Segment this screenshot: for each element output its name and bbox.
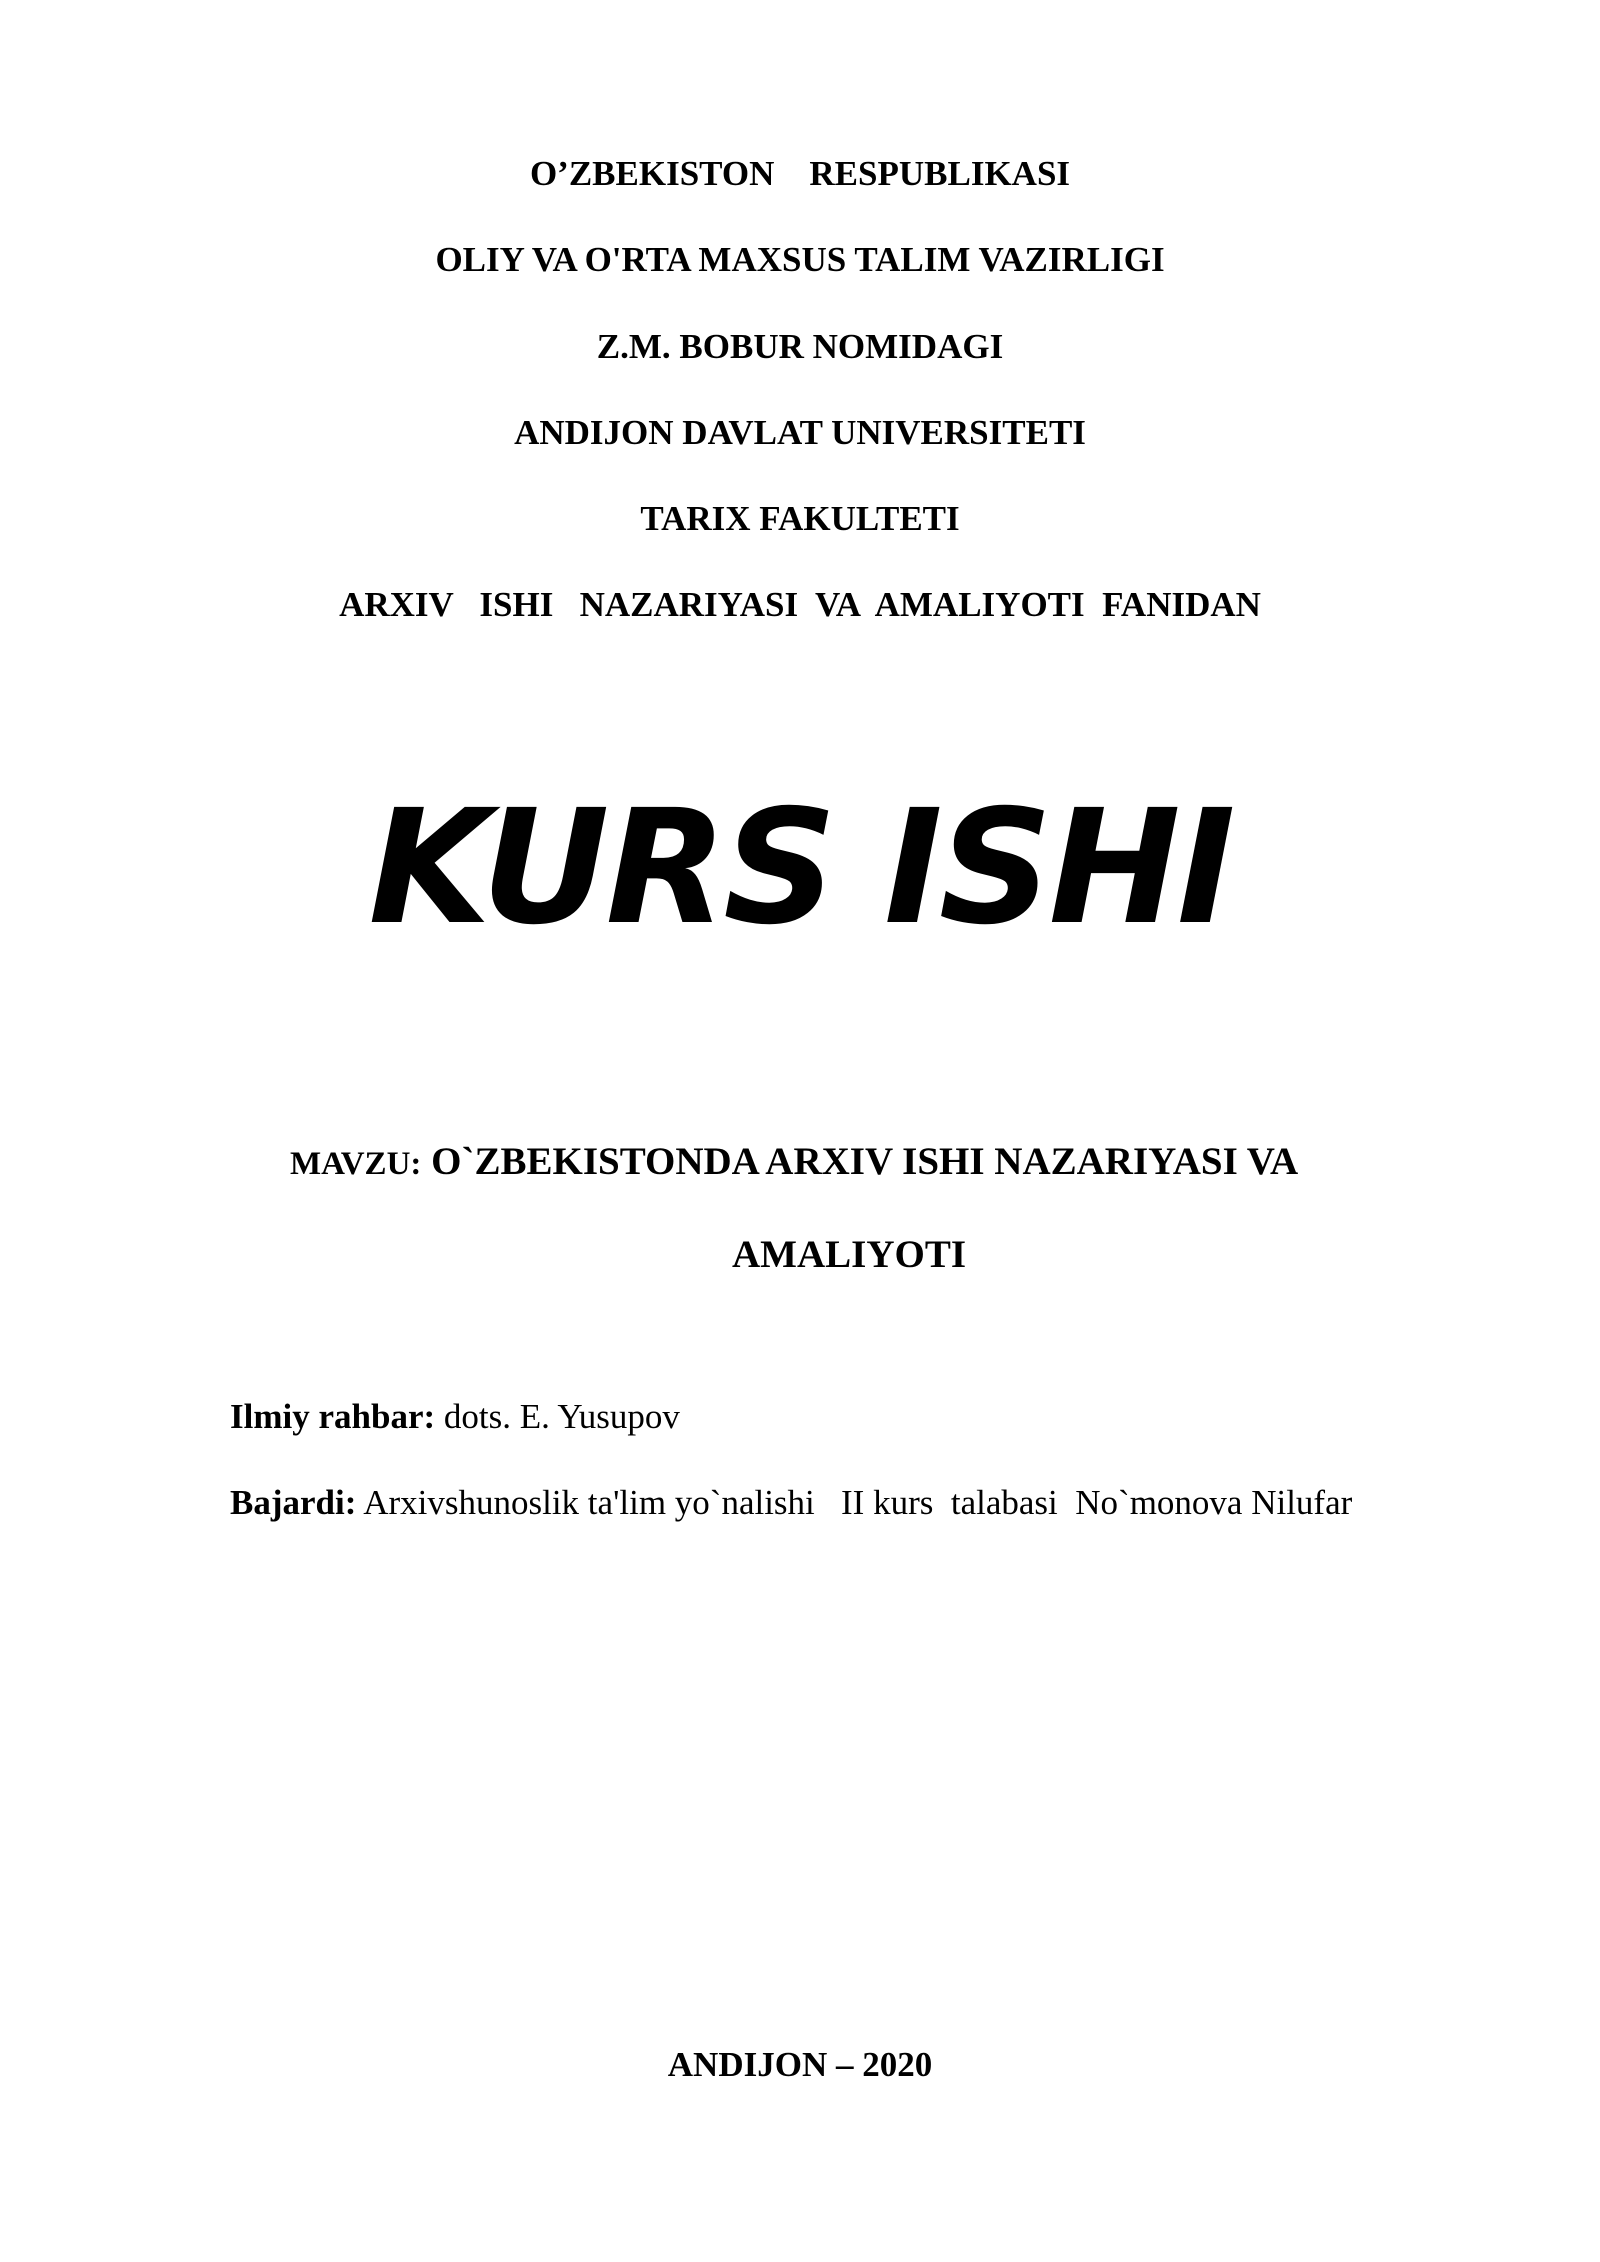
header-ministry: OLIY VA O'RTA MAXSUS TALIM VAZIRLIGI <box>435 240 1165 279</box>
document-title: KURS ISHI <box>368 776 1232 960</box>
supervisor-label: Ilmiy rahbar: <box>230 1397 436 1436</box>
author-value: Arxivshunoslik ta'lim yo`nalishi II kurs talabasi No`monova Nilufar <box>356 1483 1353 1522</box>
supervisor-value: dots. E. Yusupov <box>435 1397 680 1436</box>
topic-row-1 <box>290 1140 1440 1186</box>
topic-block <box>290 1140 1440 1277</box>
topic-text-line2: AMALIYOTI <box>732 1233 967 1276</box>
author-label: Bajardi: <box>230 1483 357 1522</box>
footer-place-year: ANDIJON – 2020 <box>667 2045 933 2084</box>
header-faculty: TARIX FAKULTETI <box>640 499 960 538</box>
topic-text-line1: O`ZBEKISTONDA ARXIV ISHI NAZARIYASI VA <box>431 1140 1299 1183</box>
topic-label: MAVZU: <box>290 1146 422 1182</box>
author-line <box>230 1483 1352 1523</box>
header-named-after: Z.M. BOBUR NOMIDAGI <box>596 327 1004 366</box>
header-country: O’ZBEKISTON RESPUBLIKASI <box>529 154 1071 193</box>
supervisor-line <box>230 1397 680 1437</box>
header-university: ANDIJON DAVLAT UNIVERSITETI <box>514 413 1086 452</box>
header-subject: ARXIV ISHI NAZARIYASI VA AMALIYOTI FANIDAN <box>339 585 1261 624</box>
